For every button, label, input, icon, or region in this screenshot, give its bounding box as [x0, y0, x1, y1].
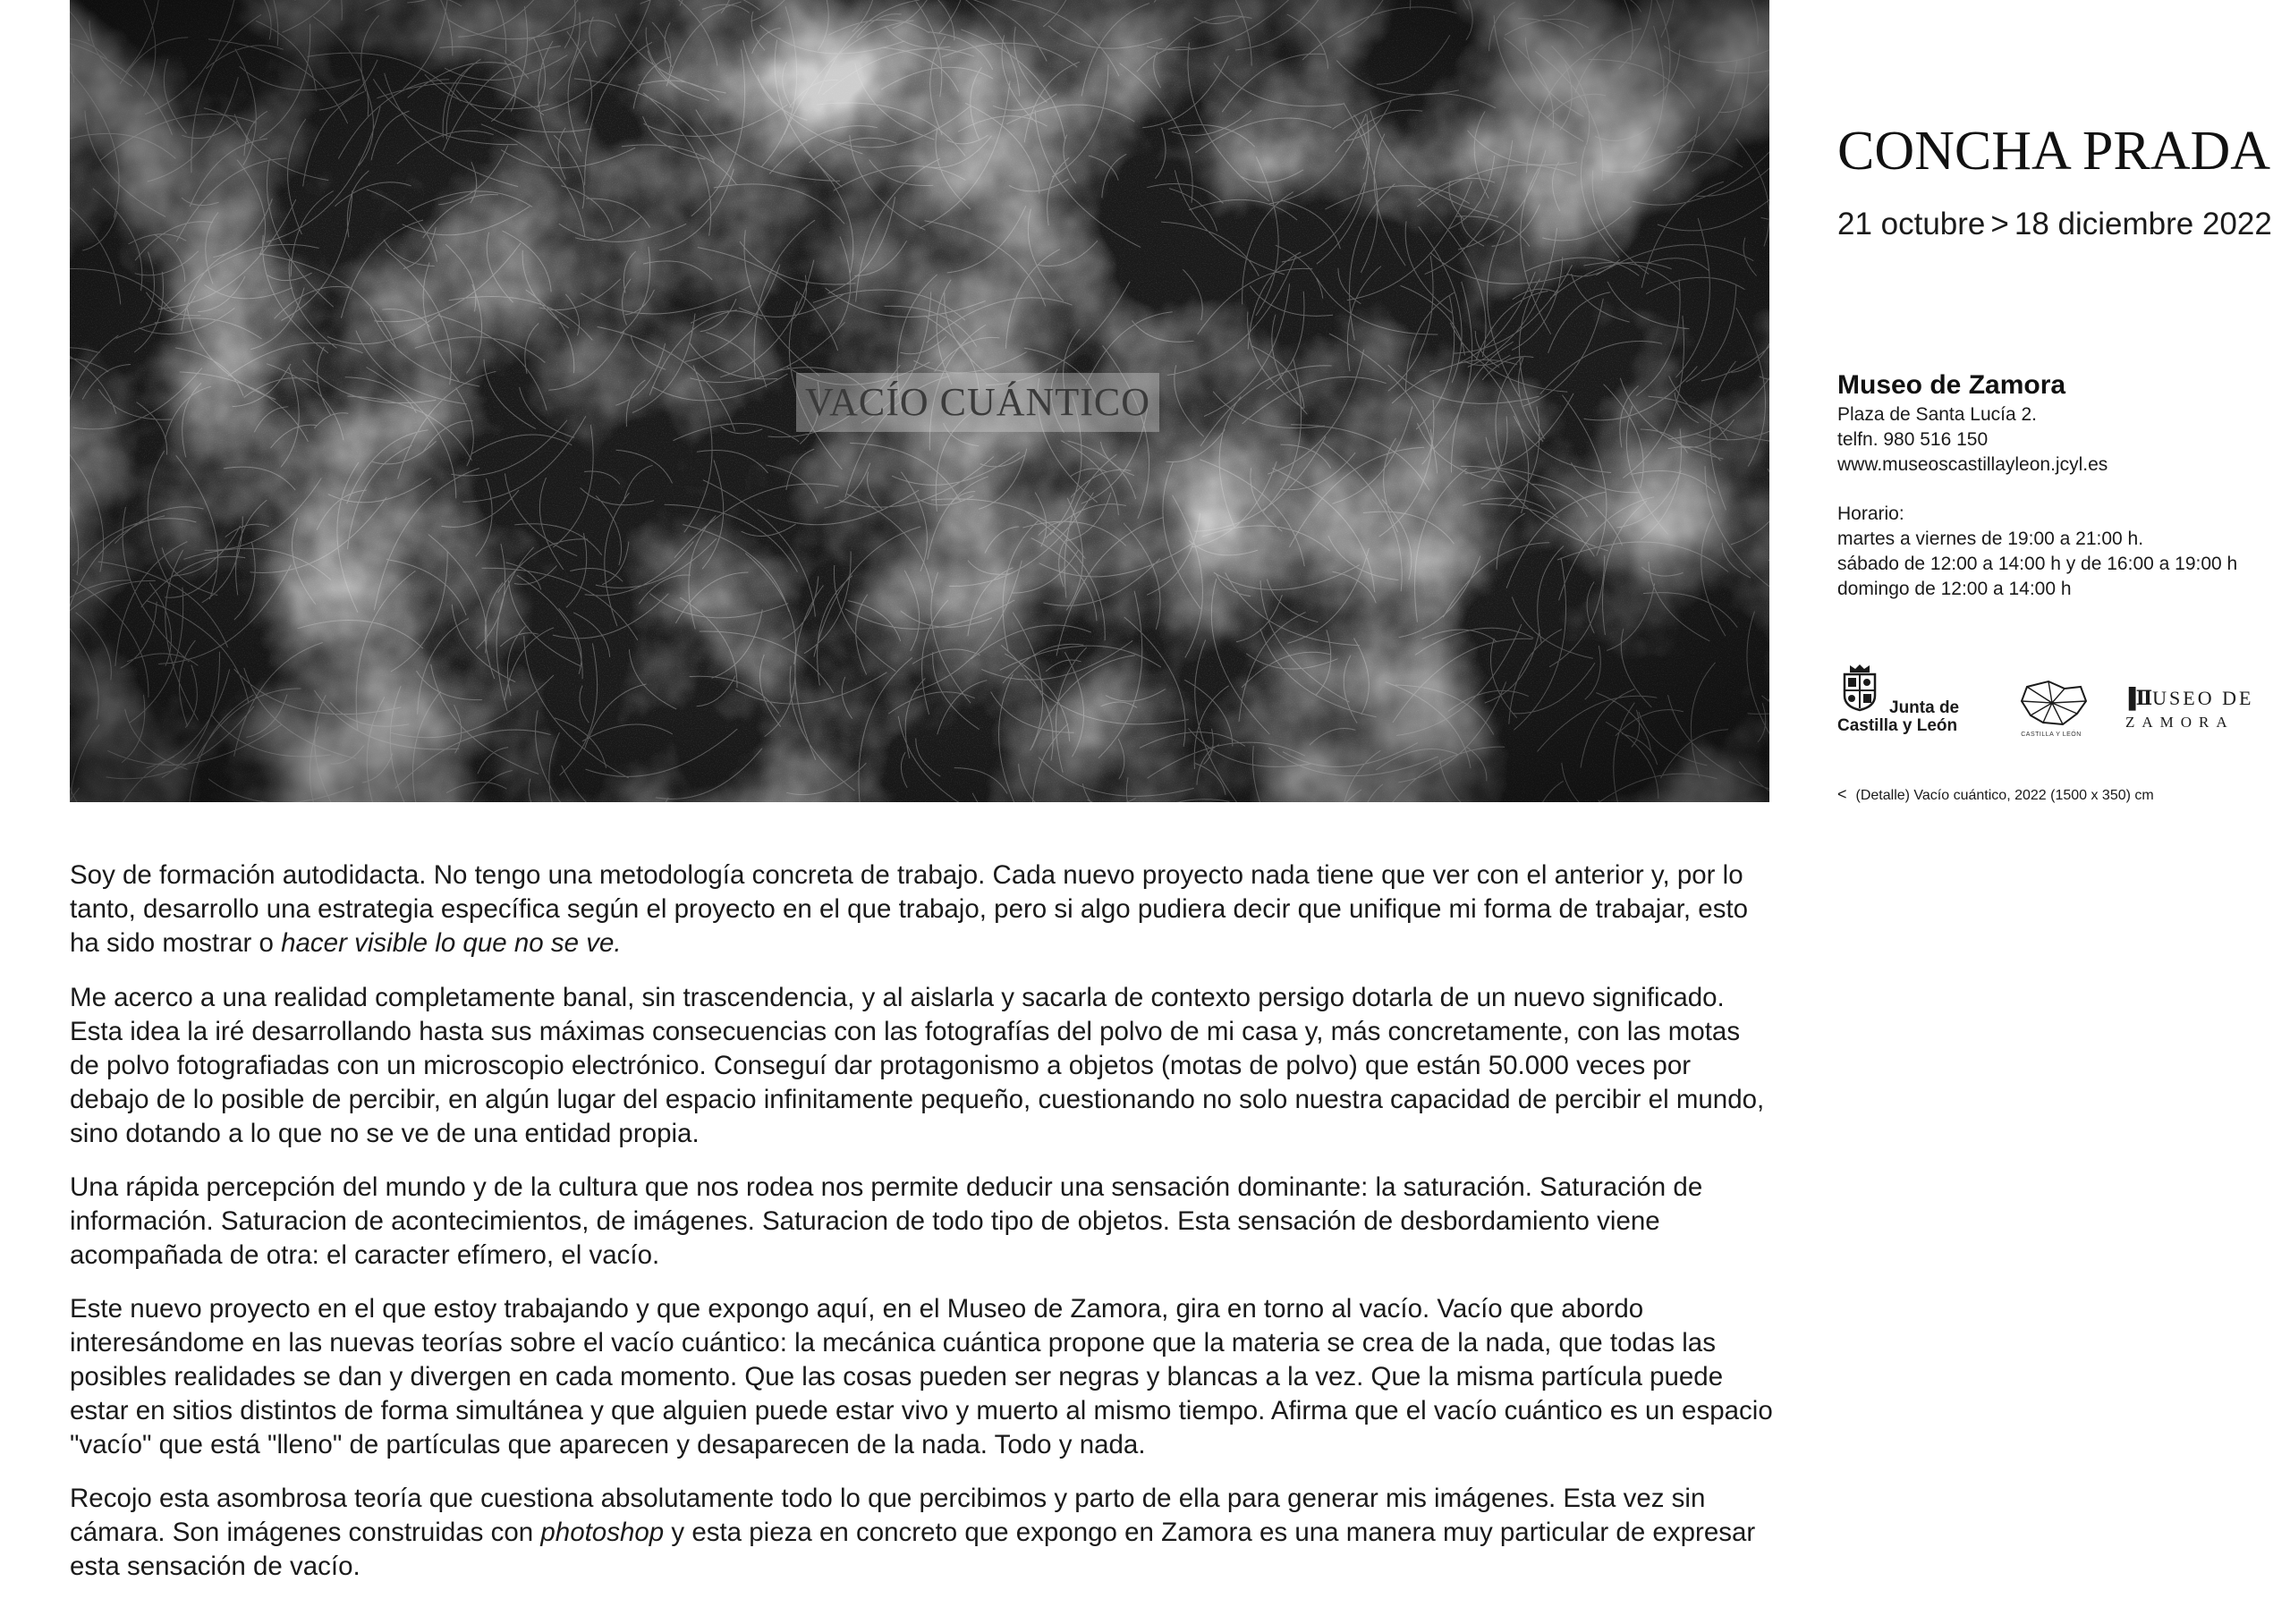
- castilla-leon-label: CASTILLA Y LEÓN: [2021, 732, 2082, 738]
- museum-website[interactable]: www.museoscastillayleon.jcyl.es: [1837, 454, 2108, 475]
- hours-saturday: sábado de 12:00 a 14:00 h y de 16:00 a 19:00 h: [1837, 554, 2238, 574]
- castilla-leon-logo: [2011, 678, 2091, 740]
- artwork-image: [70, 0, 1769, 802]
- junta-logo: [1837, 662, 1980, 742]
- museum-contact: [1837, 402, 2108, 478]
- date-start: 21 octubre: [1837, 207, 1986, 241]
- museum-name: Museo de Zamora: [1837, 370, 2066, 400]
- hours-weekdays: martes a viernes de 19:00 a 21:00 h.: [1837, 529, 2144, 549]
- museo-zamora-label: ZAMORA: [2125, 714, 2235, 731]
- museum-address: Plaza de Santa Lucía 2.: [1837, 404, 2037, 425]
- paragraph-5: Recojo esta asombrosa teoría que cuestiona absolutamente todo lo que percibimos y parto de ella para generar mis imágenes. Esta vez sin cámara. Son imágenes construidas con photoshop y esta pieza en concreto que expongo en Zamora es una manera muy particular de expresar esta sensación de vacío.: [70, 1484, 1756, 1581]
- date-end: 18 diciembre 2022: [2014, 207, 2272, 241]
- opening-hours: [1837, 502, 2237, 602]
- artwork-title: VACÍO CUÁNTICO: [796, 373, 1159, 432]
- hours-label: Horario:: [1837, 503, 1904, 524]
- paragraph-3: Una rápida percepción del mundo y de la cultura que nos rodea nos permite deducir una sensación dominante: la saturación. Saturación de información. Saturacion de acontecimientos, de imágenes. Saturacion de todo tipo de objetos. Esta sensación de desbordamiento viene acompañada de otra: el caracter efímero, el vacío.: [70, 1172, 1703, 1270]
- paragraph-4: Este nuevo proyecto en el que estoy trabajando y que expongo aquí, en el Museo de Zamora, gira en torno al vacío. Vacío que abordo interesándome en las nuevas teorías sobre el vacío cuántico: la mecánica cuántica propone que la materia se crea de la nada, que todas las posibles realidades se dan y divergen en cada momento. Que las cosas pueden ser negras y blancas a la vez. Que la misma partícula puede estar en sitios distintos de forma simultánea y que alguien puede estar vivo y muerto al mismo tiempo. Afirma que el vacío cuántico es un espacio "vacío" que está "lleno" de partículas que aparecen y desaparecen de la nada. Todo y nada.: [70, 1294, 1773, 1459]
- artist-statement: [70, 859, 1774, 1603]
- paragraph-1: Soy de formación autodidacta. No tengo una metodología concreta de trabajo. Cada nuevo proyecto nada tiene que ver con el anterior y, por lo tanto, desarrollo una estrategia específica según el proyecto en el que trabajo, pero si algo pudiera decir que unifique mi forma de trabajar, esto ha sido mostrar o hacer visible lo que no se ve.: [70, 860, 1749, 958]
- date-separator-icon: >: [1990, 207, 2009, 241]
- museo-wordmark: ▐ⅡUSEO DE: [2122, 687, 2254, 709]
- museum-phone: telfn. 980 516 150: [1837, 429, 1989, 450]
- hours-sunday: domingo de 12:00 a 14:00 h: [1837, 579, 2072, 599]
- museo-m-icon: ▐Ⅱ: [2122, 687, 2153, 709]
- artist-name: CONCHA PRADA: [1837, 121, 2271, 182]
- paragraph-2: Me acerco a una realidad completamente banal, sin trascendencia, y al aislarla y sacarla de contexto persigo dotarla de un nuevo significado. Esta idea la iré desarrollando hasta sus máximas consecuencias con las fotografías del polvo de mi casa y, más concretamente, con las motas de polvo fotografiadas con un microscopio electrónico. Conseguí dar protagonismo a objetos (motas de polvo) que están 50.000 veces por debajo de lo posible de percibir, en algún lugar del espacio infinitamente pequeño, cuestionando no solo nuestra capacidad de percibir el mundo, sino dotando a lo que no se ve de una entidad propia.: [70, 983, 1765, 1148]
- artwork-caption: [1837, 784, 2154, 806]
- junta-wordmark: Junta de Castilla y León: [1837, 698, 1960, 735]
- castilla-leon-map-icon: [2011, 678, 2091, 730]
- exhibition-dates: [1837, 204, 2272, 245]
- caption-arrow-icon: <: [1837, 785, 1847, 803]
- caption-text: (Detalle) Vacío cuántico, 2022 (1500 x 350) cm: [1855, 788, 2154, 803]
- museo-zamora-logo: [2122, 687, 2278, 740]
